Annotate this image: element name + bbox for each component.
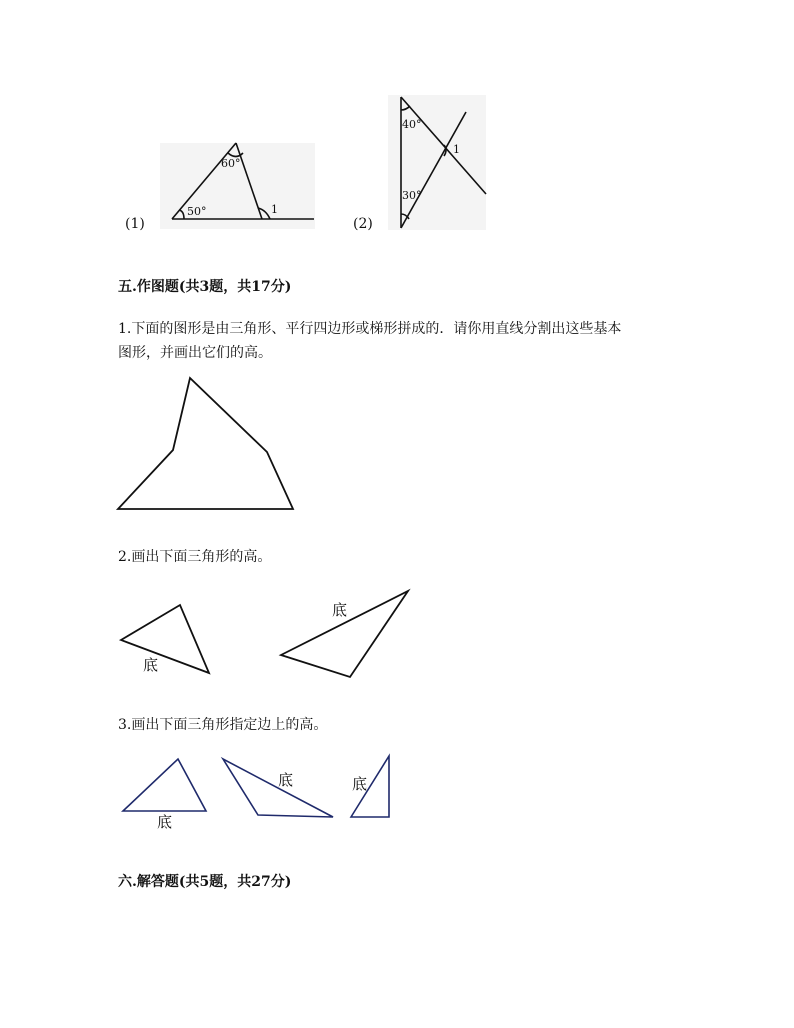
q3-base-label-2: 底 (278, 771, 294, 789)
q3-text: 3.画出下面三角形指定边上的高。 (118, 717, 328, 733)
figure-1-angle-50: 50° (187, 205, 207, 218)
figure-2-angle-30: 30° (402, 189, 422, 202)
q3-base-label-3: 底 (352, 775, 368, 793)
q2-text: 2.画出下面三角形的高。 (118, 549, 272, 565)
section-5-heading: 五.作图题(共3题，共17分) (118, 279, 292, 295)
q1-text-line-1: 1.下面的图形是由三角形、平行四边形或梯形拼成的．请你用直线分割出这些基本 (118, 321, 622, 337)
figure-2-angle-40: 40° (402, 118, 422, 131)
q1-text-line-2: 图形，并画出它们的高。 (118, 345, 272, 361)
q3-triangle-1 (123, 759, 206, 811)
figure-2-label: (2) (353, 216, 373, 232)
figure-1-angle-60: 60° (221, 157, 241, 170)
figure-2-angle-1: 1 (453, 143, 460, 156)
section-6-heading: 六.解答题(共5题，共27分) (118, 874, 292, 890)
composite-polygon (118, 378, 293, 509)
q3-base-label-1: 底 (157, 813, 173, 831)
figure-1-label: (1) (125, 216, 145, 232)
q2-base-label-right: 底 (332, 601, 348, 619)
figure-1-angle-1: 1 (271, 203, 278, 216)
q2-triangle-left (121, 605, 209, 673)
q2-base-label-left: 底 (143, 656, 159, 674)
figure-2-lines (401, 97, 486, 228)
